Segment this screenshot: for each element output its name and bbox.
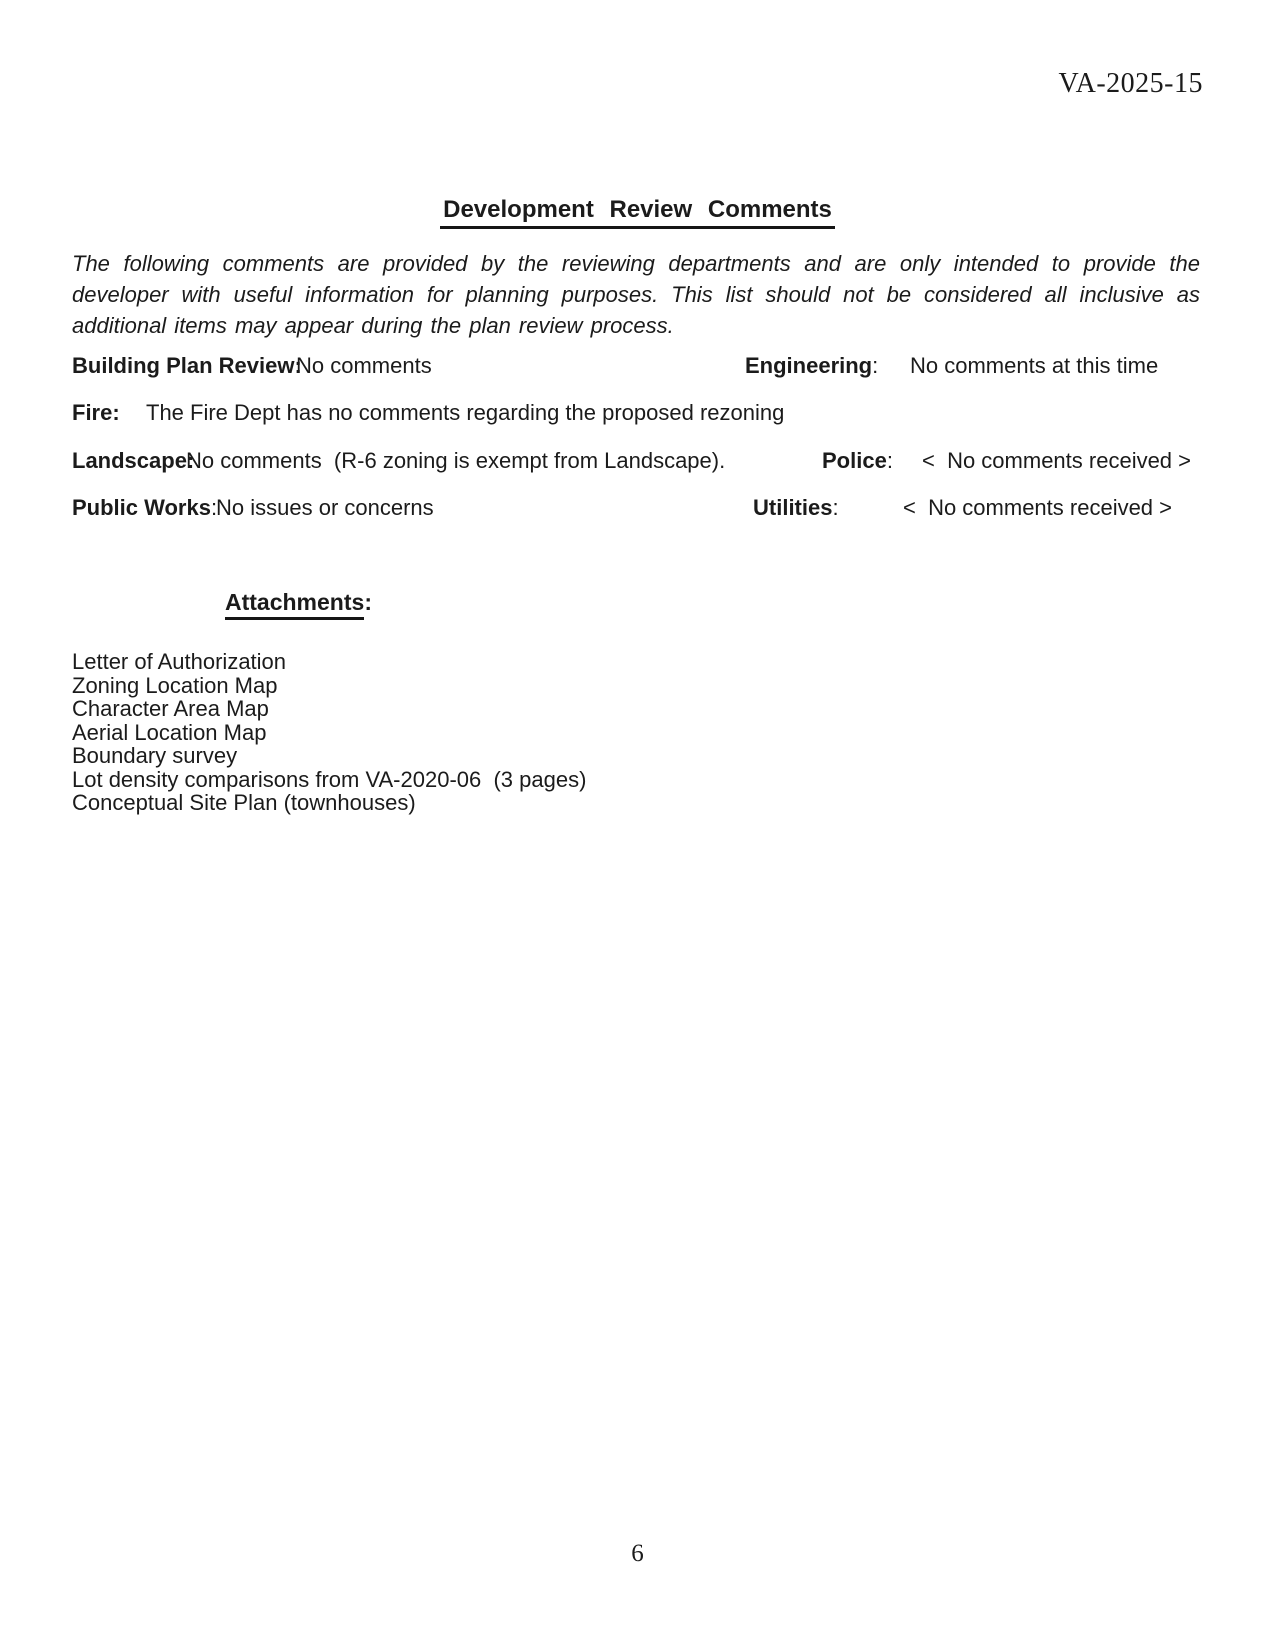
utilities-label [753,495,839,521]
page-title [0,196,1275,229]
attachments-heading-text: Attachments [225,589,364,620]
attachment-item: Lot density comparisons from VA-2020-06 (3 pages) [72,766,587,792]
fire-value: The Fire Dept has no comments regarding the proposed rezoning [146,400,785,425]
police-colon: : [886,448,893,473]
police-label [822,448,893,474]
public-works-label-text: Public Works [72,495,211,520]
intro-paragraph: The following comments are provided by the reviewing departments and are only intended to provide the developer with useful information for planning purposes. This list should not be considered all inclusive as additional items may appear during the plan review process. [72,251,1200,338]
attachments-list [72,650,586,815]
attachment-item: Letter of Authorization [72,649,287,674]
attachment-item: Aerial Location Map [72,719,267,745]
public-works-label [72,495,217,521]
police-value: < No comments received > [922,448,1192,473]
fire-label: Fire: [72,400,120,425]
review-row-landscape-police [0,448,1275,478]
utilities-value: < No comments received > [903,495,1173,520]
page-number: 6 [631,1540,644,1567]
review-row-publicworks-utilities [0,495,1275,525]
engineering-value: No comments at this time [910,353,1159,378]
building-plan-review-value: No comments [296,353,432,378]
review-row-fire [0,400,1275,430]
landscape-value: No comments (R-6 zoning is exempt from Landscape). [186,448,726,473]
public-works-value: No issues or concerns [216,495,434,520]
review-row-building-engineering [0,353,1275,383]
public-works-colon: : [210,495,218,520]
attachment-item: Conceptual Site Plan (townhouses) [72,790,416,815]
utilities-colon: : [832,495,839,520]
utilities-label-text: Utilities [753,495,833,520]
attachments-heading-colon: : [364,589,372,615]
police-label-text: Police [822,448,887,473]
attachment-item: Boundary survey [72,743,238,768]
page-title-text: Development Review Comments [440,196,835,229]
attachment-item: Character Area Map [72,696,269,721]
landscape-label: Landscape: [72,448,195,473]
attachments-heading [225,589,372,616]
attachment-item: Zoning Location Map [72,672,278,698]
engineering-colon: : [872,353,879,378]
engineering-label [745,353,878,379]
engineering-label-text: Engineering [745,353,873,378]
building-plan-review-label: Building Plan Review: [72,353,302,378]
case-number: VA-2025-15 [1058,68,1203,99]
